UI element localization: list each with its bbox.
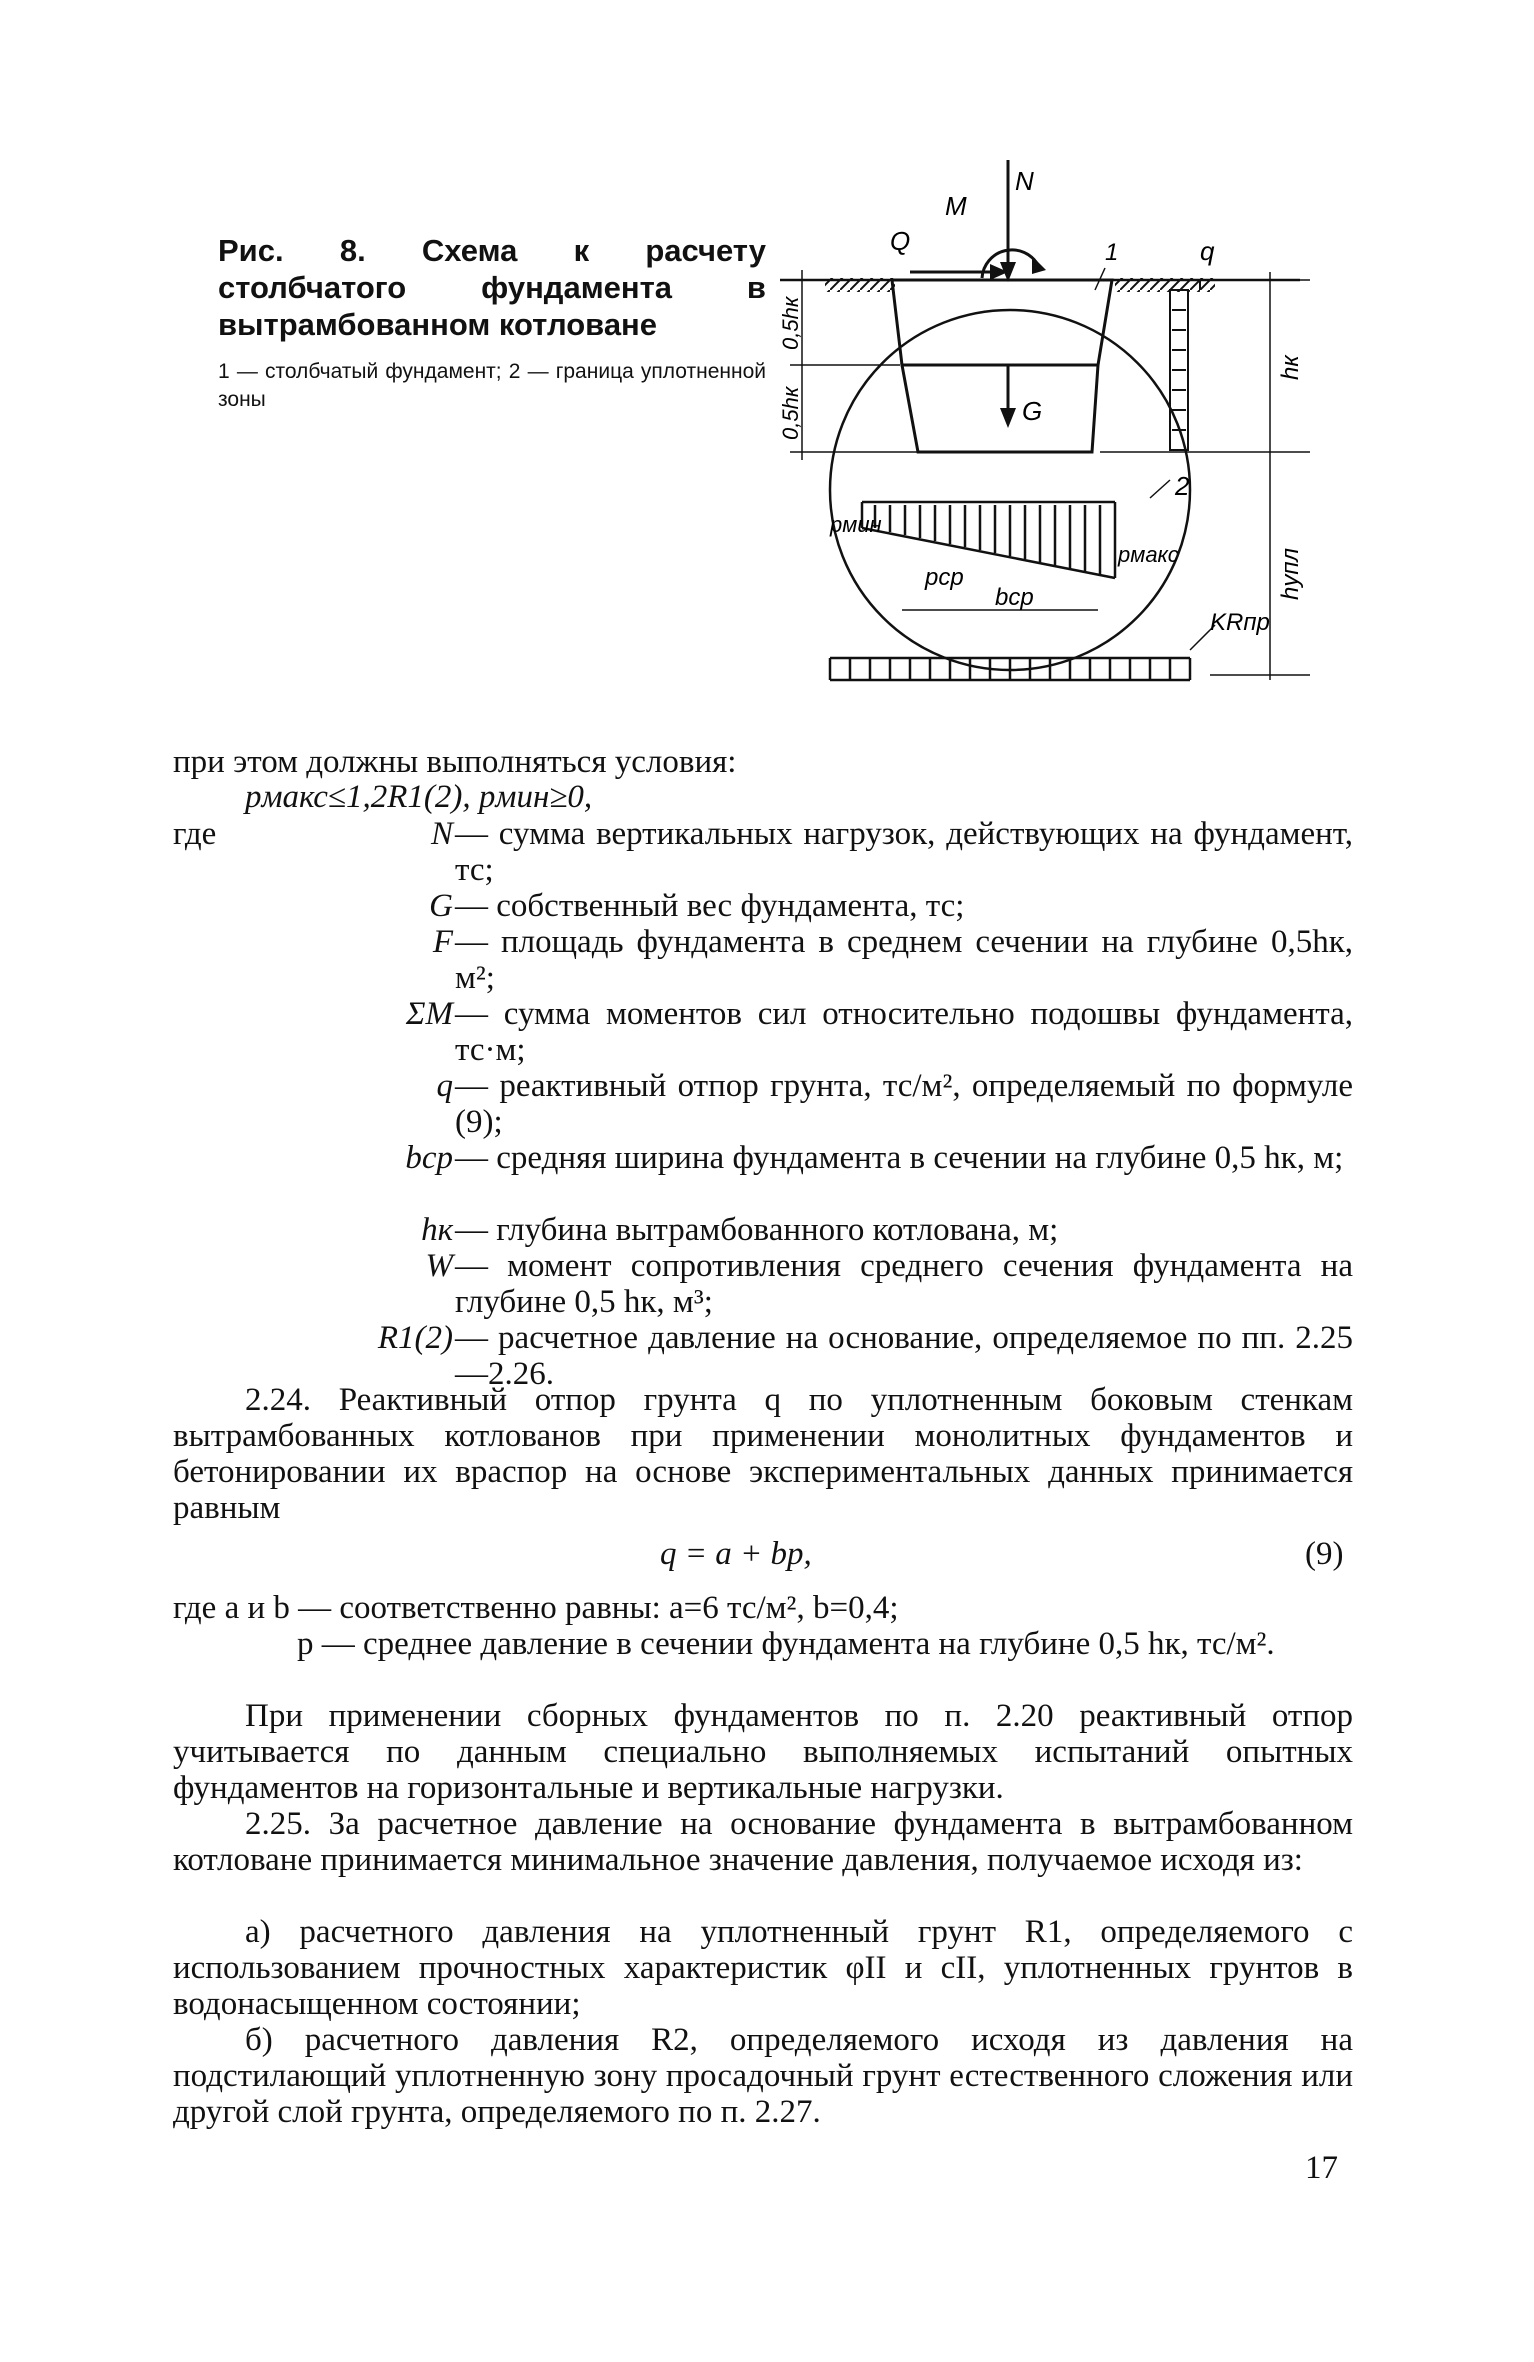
- definition-desc: — собственный вес фундамента, тс;: [455, 888, 965, 924]
- definition-desc: — расчетное давление на основание, определяемое по пп. 2.25—2.26.: [455, 1320, 1353, 1392]
- label-half-hk-bottom: 0,5hк: [778, 386, 803, 440]
- right-dimensions: [1100, 272, 1310, 680]
- label-q-force: Q: [890, 226, 911, 256]
- formula-9: q = a + bp,: [660, 1536, 812, 1572]
- item-b: б) расчетного давления R2, определяемого исходя из давления на подстилающий уплотненную зону просадочный грунт естественного сложения или другой слой грунта, определяемого по п. 2.27.: [173, 2022, 1353, 2130]
- label-q-lateral: q: [1200, 236, 1215, 266]
- definition-item: [173, 1248, 1353, 1320]
- definition-term: R1(2): [377, 1320, 453, 1356]
- label-g: G: [1022, 396, 1043, 426]
- figure-caption-title: Рис. 8. Схема к расчету столбчатого фундамента в вытрамбованном котловане: [218, 233, 766, 342]
- figure-caption-legend: 1 — столбчатый фундамент; 2 — граница уплотненной зоны: [218, 360, 766, 411]
- definition-term: F: [432, 924, 453, 960]
- p-definition: p — среднее давление в сечении фундамента на глубине 0,5 hк, тс/м².: [297, 1626, 1275, 1662]
- bottom-pressure-kr: [830, 658, 1190, 680]
- page-number: 17: [1305, 2150, 1338, 2186]
- paragraph-prefab: При применении сборных фундаментов по п. 2.20 реактивный отпор учитывается по данным специально выполняемых испытаний опытных фундаментов на горизонтальные и вертикальные нагрузки.: [173, 1698, 1353, 1806]
- force-g-arrow: [1000, 365, 1016, 428]
- label-p-cp: pср: [925, 564, 964, 591]
- force-n-arrow: [1000, 160, 1016, 282]
- formula-number: (9): [1305, 1536, 1344, 1572]
- definition-desc: — средняя ширина фундамента в сечении на глубине 0,5 hк, м;: [455, 1140, 1344, 1176]
- lateral-pressure-q: [1170, 280, 1200, 450]
- definition-item: [173, 1068, 1353, 1140]
- definition-item: [173, 996, 1353, 1068]
- definition-item: [173, 1212, 1353, 1248]
- base-pressure-diagram: [862, 502, 1115, 578]
- label-half-hk-top: 0,5hк: [778, 296, 803, 350]
- paragraph-2-25: 2.25. За расчетное давление на основание фундамента в вытрамбованном котловане принимается минимальное значение давления, получаемое исходя из:: [173, 1806, 1353, 1878]
- definition-term: ΣM: [405, 996, 453, 1032]
- label-m: M: [945, 191, 967, 221]
- label-p-max: pмакс: [1118, 542, 1179, 567]
- definition-desc: — момент сопротивления среднего сечения фундамента на глубине 0,5 hк, м³;: [455, 1248, 1353, 1320]
- label-h-upl: hупл: [1277, 547, 1304, 600]
- where-a-b: где a и b — соответственно равны: a=6 тс/м², b=0,4;: [173, 1590, 899, 1626]
- definition-term: N: [430, 816, 453, 852]
- definition-desc: — сумма моментов сил относительно подошвы фундамента, тс·м;: [455, 996, 1353, 1068]
- label-2: 2: [1175, 471, 1190, 501]
- definition-term: q: [436, 1068, 453, 1104]
- force-q-arrow: [910, 264, 1008, 280]
- definition-item: [173, 1140, 1353, 1176]
- definition-item: [173, 816, 1353, 888]
- definition-desc: — площадь фундамента в среднем сечении на глубине 0,5hк, м²;: [455, 924, 1353, 996]
- item-a: а) расчетного давления на уплотненный грунт R1, определяемого с использованием прочностных характеристик φII и cII, уплотненных грунтов в водонасыщенном состоянии;: [173, 1914, 1353, 2022]
- conditions-formula: pмакс≤1,2R1(2), pмин≥0,: [245, 779, 593, 815]
- definition-desc: — глубина вытрамбованного котлована, м;: [455, 1212, 1059, 1248]
- label-p-min: pмин: [830, 512, 882, 537]
- conditions-intro: при этом должны выполняться условия:: [173, 744, 737, 780]
- definition-term: hк: [421, 1212, 453, 1248]
- definition-term: bср: [405, 1140, 453, 1176]
- foundation-pier: [892, 280, 1112, 452]
- label-1: 1: [1105, 239, 1119, 266]
- definition-item: [173, 888, 1353, 924]
- definition-term: G: [429, 888, 453, 924]
- definition-item: [173, 924, 1353, 996]
- definition-desc: — реактивный отпор грунта, тс/м², определяемый по формуле (9);: [455, 1068, 1353, 1140]
- label-kr: KRпр: [1210, 609, 1270, 636]
- label-n: N: [1015, 166, 1034, 196]
- paragraph-2-24: 2.24. Реактивный отпор грунта q по уплотненным боковым стенкам вытрамбованных котлованов при применении монолитных фундаментов и бетонировании их враспор на основе экспериментальных данных принимается равным: [173, 1382, 1353, 1526]
- label-b-cp: bср: [995, 584, 1034, 611]
- definition-term: W: [425, 1248, 453, 1284]
- where-label: где: [173, 816, 217, 852]
- foundation-diagram: [770, 160, 1330, 705]
- label-hk: hк: [1277, 355, 1304, 380]
- definition-desc: — сумма вертикальных нагрузок, действующих на фундамент, тс;: [455, 816, 1353, 888]
